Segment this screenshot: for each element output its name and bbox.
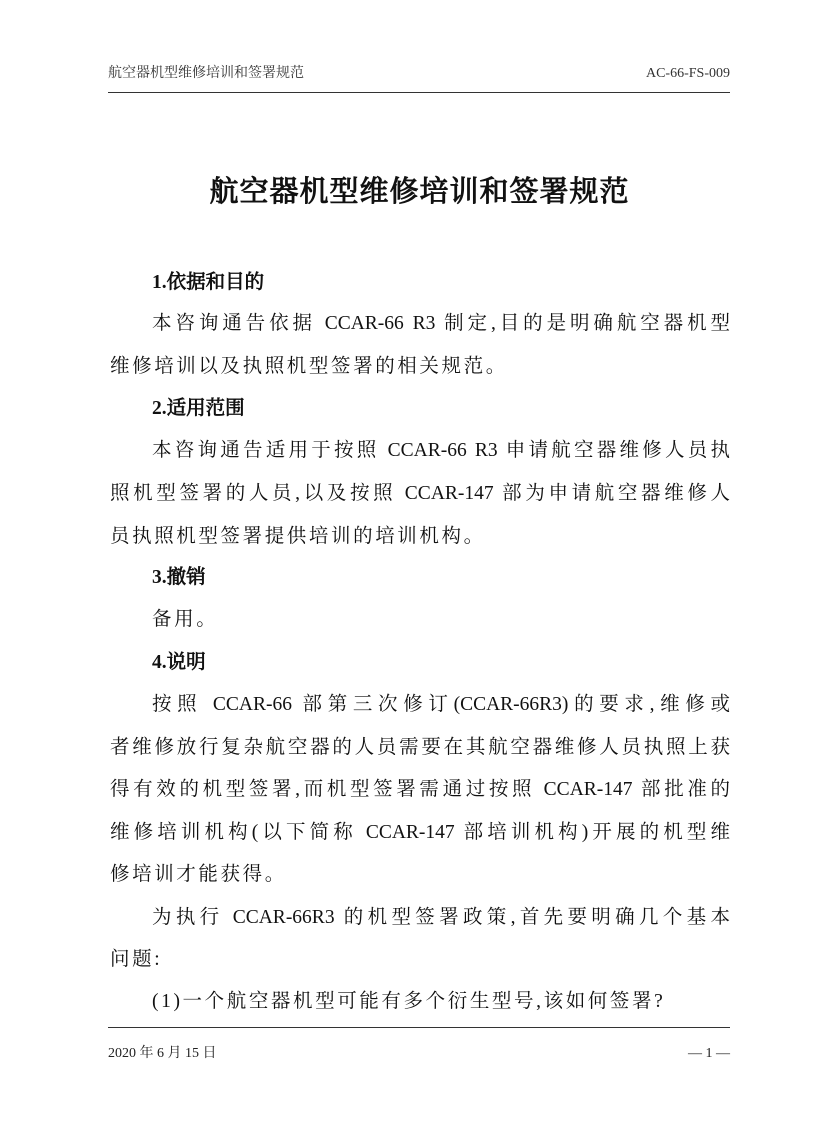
page-number: — 1 —: [688, 1046, 730, 1061]
header-rule: [108, 92, 730, 93]
paragraph-line: 修培训才能获得。: [110, 864, 287, 885]
paragraph-line: 维修培训以及执照机型签署的相关规范。: [110, 356, 508, 377]
running-header-title: 航空器机型维修培训和签署规范: [108, 66, 304, 81]
paragraph-line: 备用。: [152, 609, 219, 630]
section-heading: 1.依据和目的: [152, 272, 265, 293]
paragraph-line: 员执照机型签署提供培训的培训机构。: [110, 526, 486, 547]
page-title: 航空器机型维修培训和签署规范: [209, 176, 630, 208]
paragraph-line: 维修培训机构(以下简称 CCAR-147 部培训机构)开展的机型维: [110, 822, 730, 843]
document-number: AC-66-FS-009: [645, 66, 730, 81]
footer-rule: [108, 1027, 730, 1028]
paragraph-line: 本咨询通告适用于按照 CCAR-66 R3 申请航空器维修人员执: [152, 440, 730, 461]
paragraph-line: 按照 CCAR-66 部第三次修订(CCAR-66R3)的要求,维修或: [152, 694, 730, 715]
paragraph-line: 问题:: [110, 949, 163, 970]
section-heading: 4.说明: [152, 652, 206, 673]
paragraph-line: 本咨询通告依据 CCAR-66 R3 制定,目的是明确航空器机型: [152, 313, 730, 334]
paragraph-line: 者维修放行复杂航空器的人员需要在其航空器维修人员执照上获: [110, 737, 730, 758]
paragraph-line: 为执行 CCAR-66R3 的机型签署政策,首先要明确几个基本: [152, 907, 730, 928]
paragraph-line: 得有效的机型签署,而机型签署需通过按照 CCAR-147 部批准的: [110, 779, 730, 800]
question-line: (1)一个航空器机型可能有多个衍生型号,该如何签署?: [152, 991, 666, 1012]
section-heading: 3.撤销: [152, 567, 206, 588]
issue-date: 2020 年 6 月 15 日: [108, 1046, 217, 1061]
paragraph-line: 照机型签署的人员,以及按照 CCAR-147 部为申请航空器维修人: [110, 483, 730, 504]
section-heading: 2.适用范围: [152, 398, 245, 419]
